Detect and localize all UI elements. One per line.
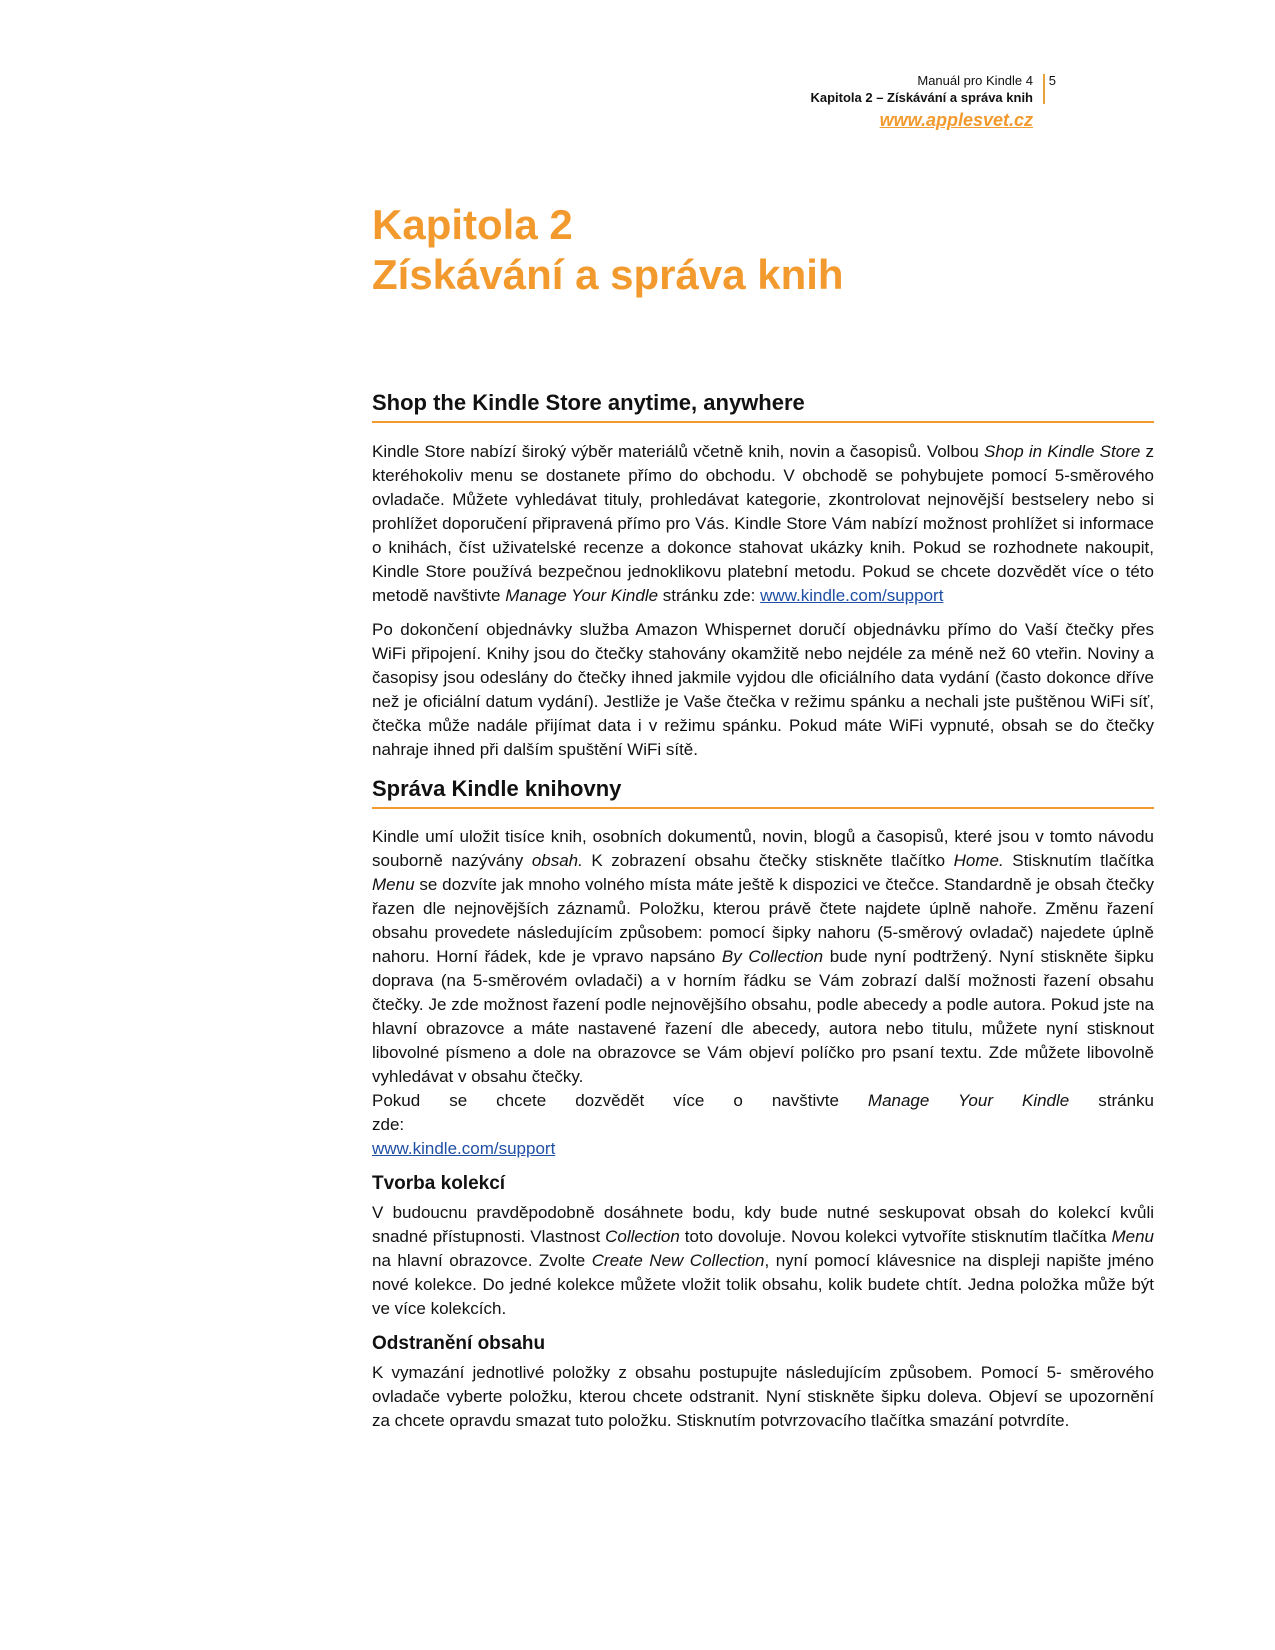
page-header [728,72,1128,132]
paragraph-kindle-store: Kindle Store nabízí široký výběr materiálů včetně knih, novin a časopisů. Volbou Shop in Kindle Store z kteréhokoliv menu se dostanete přímo do obchodu. V obchodě se pohybujete pomocí 5-směrového ovladače. Můžete vyhledávat tituly, prohledávat kategorie, zkontrolovat nejnovější bestselery nebo si prohlížet doporučení připravená přímo pro Vás. Kindle Store Vám nabízí možnost prohlížet si informace o knihách, číst uživatelské recenze a dokonce stahovat ukázky knih. Pokud se rozhodnete nakoupit, Kindle Store používá bezpečnou jednoklikovu platební metodu. Pokud se chcete dozvědět více o této metodě navštivte Manage Your Kindle stránku zde: www.kindle.com/support [372,442,1154,605]
kindle-support-link-2[interactable]: www.kindle.com/support [372,1139,556,1158]
chapter-title [372,200,1154,300]
subheading-remove-content: Odstranění obsahu [372,1333,546,1354]
paragraph-manage-kindle: Pokud se chcete dozvědět více o navštivte Manage Your Kindle stránku [372,1091,1154,1110]
kindle-support-link[interactable]: www.kindle.com/support [760,586,944,605]
site-link[interactable]: www.applesvet.cz [879,110,1033,130]
header-manual-title: Manuál pro Kindle 4 [917,73,1033,88]
header-divider [1043,74,1045,104]
chapter-subtitle: Získávání a správa knih [372,251,844,298]
page-content [372,200,1154,1433]
chapter-number: Kapitola 2 [372,201,573,248]
subheading-collections: Tvorba kolekcí [372,1173,506,1194]
header-chapter-title: Kapitola 2 – Získávání a správa knih [810,90,1033,105]
section-heading-kindle-store: Shop the Kindle Store anytime, anywhere [372,390,1154,423]
paragraph-library: Kindle umí uložit tisíce knih, osobních dokumentů, novin, blogů a časopisů, které jsou v tomto návodu souborně nazývány obsah. K zobrazení obsahu čtečky stiskněte tlačítko Home. Stisknutím tlačítka Menu se dozvíte jak mnoho volného místa máte ještě k dispozici ve čtečce. Standardně je obsah čtečky řazen dle nejnovějších záznamů. Položku, kterou právě čtete najdete úplně nahoře. Změnu řazení obsahu provedete následujícím způsobem: pomocí šipky nahoru (5-směrový ovladač) najedete úplně nahoru. Horní řádek, kde je vpravo napsáno By Collection bude nyní podtržený. Nyní stiskněte šipku doprava (na 5-směrovém ovladači) a v horním řádku se Vám zobrazí další možnosti řazení obsahu čtečky. Je zde možnost řazení podle nejnovějšího obsahu, podle abecedy a podle autora. Pokud jste na hlavní obrazovce a máte nastavené řazení dle abecedy, autora nebo titulu, můžete nyní stisknout libovolné písmeno a dole na obrazovce se Vám objeví políčko pro psaní textu. Zde můžete libovolně vyhledávat v obsahu čtečky. [372,827,1154,1086]
paragraph-remove-content: K vymazání jednotlivé položky z obsahu postupujte následujícím způsobem. Pomocí 5- směrového ovladače vyberte položku, kterou chcete odstranit. Nyní stiskněte šipku doleva. Objeví se upozornění za chcete opravdu smazat tuto položku. Stisknutím potvrzovacího tlačítka smazání potvrdíte. [372,1363,1154,1430]
section-heading-library: Správa Kindle knihovny [372,776,1154,809]
header-text [810,72,1033,106]
paragraph-collections: V budoucnu pravděpodobně dosáhnete bodu, kdy bude nutné seskupovat obsah do kolekcí kvůli snadné přístupnosti. Vlastnost Collection toto dovoluje. Novou kolekci vytvoříte stisknutím tlačítka Menu na hlavní obrazovce. Zvolte Create New Collection, nyní pomocí klávesnice na displeji napište jméno nové kolekce. Do jedné kolekce můžete vložit tolik obsahu, kolik budete chtít. Jedna položka může být ve více kolekcích. [372,1203,1154,1318]
paragraph-whispernet: Po dokončení objednávky služba Amazon Whispernet doručí objednávku přímo do Vaší čtečky přes WiFi připojení. Knihy jsou do čtečky stahovány okamžitě nebo nejdéle za méně než 60 vteřin. Noviny a časopisy jsou odeslány do čtečky ihned jakmile vyjdou dle oficiálního data vydání (často dokonce dříve než je oficiální datum vydání). Jestliže je Vaše čtečka v režimu spánku a nechali jste puštěnou WiFi síť, čtečka může nadále přijímat data i v režimu spánku. Pokud máte WiFi vypnuté, obsah se do čtečky nahraje ihned při dalším spuštění WiFi sítě. [372,620,1154,759]
paragraph-support-link: zde: www.kindle.com/support [372,1115,556,1158]
page-number: 5 [1048,73,1056,88]
